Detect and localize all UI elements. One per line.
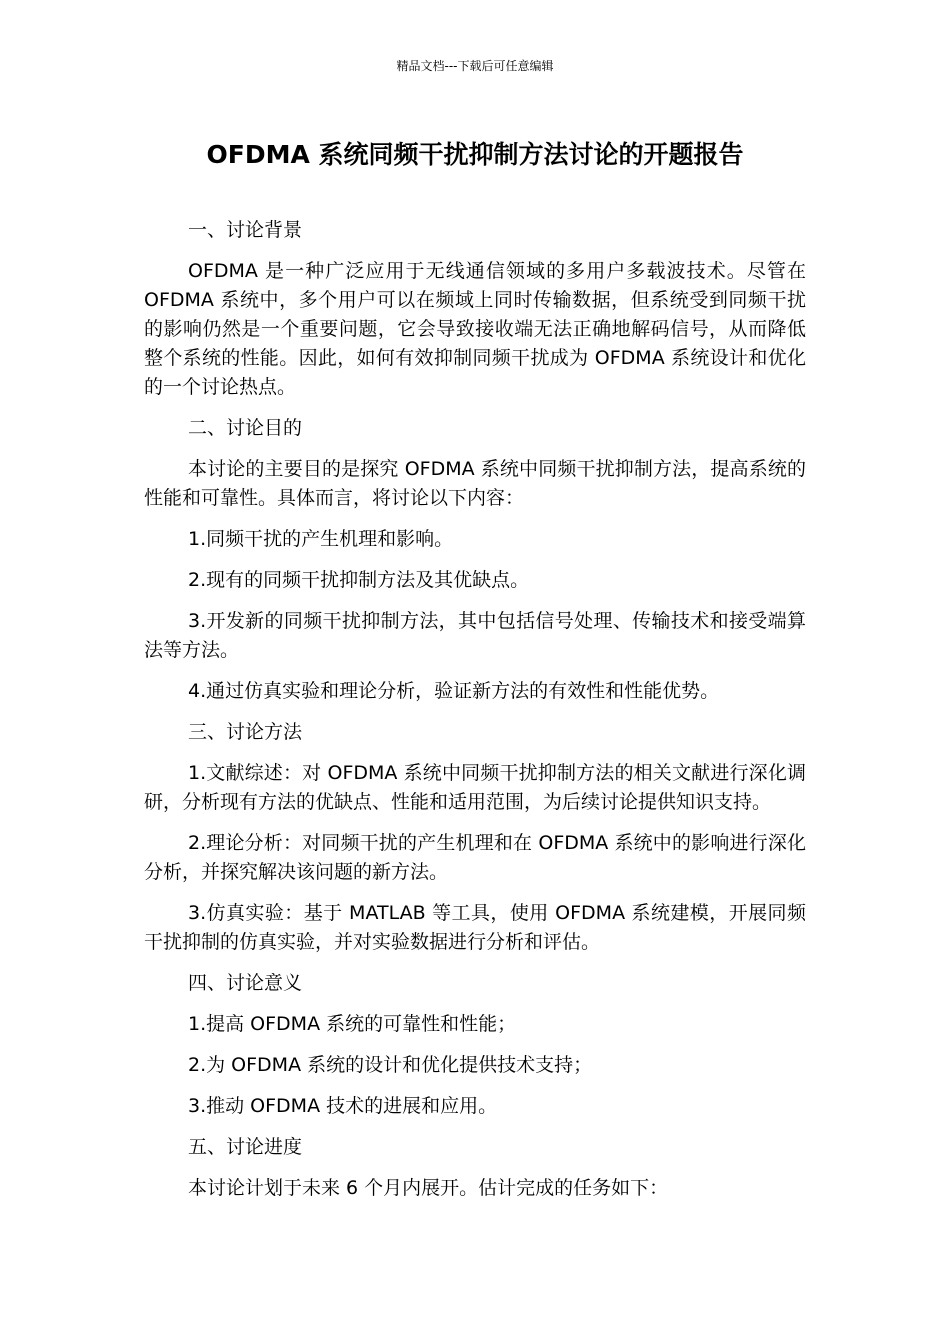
document-title: OFDMA 系统同频干扰抑制方法讨论的开题报告 [206,140,744,169]
purpose-item-3: 3.开发新的同频干扰抑制方法，其中包括信号处理、传输技术和接受端算法等方法。 [144,610,806,661]
purpose-item-4: 4.通过仿真实验和理论分析，验证新方法的有效性和性能优势。 [188,680,720,702]
section-heading-schedule: 五、讨论进度 [188,1136,303,1158]
paragraph-schedule: 本讨论计划于未来 6 个月内展开。估计完成的任务如下： [188,1177,669,1199]
significance-item-1: 1.提高 OFDMA 系统的可靠性和性能； [188,1013,517,1035]
section-heading-background: 一、讨论背景 [188,219,303,241]
significance-item-3: 3.推动 OFDMA 技术的进展和应用。 [188,1095,498,1117]
section-heading-methods: 三、讨论方法 [188,721,303,743]
purpose-item-2: 2.现有的同频干扰抑制方法及其优缺点。 [188,569,530,591]
paragraph-background: OFDMA 是一种广泛应用于无线通信领域的多用户多载波技术。尽管在 OFDMA 系统中，多个用户可以在频域上同时传输数据，但系统受到同频干扰的影响仍然是一个重要问题，它会导致接收端无法正确地解码信号，从而降低整个系统的性能。因此，如何有效抑制同频干扰成为 OFDMA 系统设计和优化的一个讨论热点。 [144,260,806,398]
section-heading-significance: 四、讨论意义 [188,972,303,994]
method-item-3: 3.仿真实验：基于 MATLAB 等工具，使用 OFDMA 系统建模，开展同频干扰抑制的仿真实验，并对实验数据进行分析和评估。 [144,902,806,953]
document-body [144,216,806,1215]
section-heading-purpose: 二、讨论目的 [188,417,303,439]
method-item-1: 1.文献综述：对 OFDMA 系统中同频干扰抑制方法的相关文献进行深化调研，分析现有方法的优缺点、性能和适用范围，为后续讨论提供知识支持。 [144,762,806,813]
purpose-item-1: 1.同频干扰的产生机理和影响。 [188,528,454,550]
header-note: 精品文档---下载后可任意编辑 [396,59,554,73]
method-item-2: 2.理论分析：对同频干扰的产生机理和在 OFDMA 系统中的影响进行深化分析，并探究解决该问题的新方法。 [144,832,806,883]
significance-item-2: 2.为 OFDMA 系统的设计和优化提供技术支持； [188,1054,593,1076]
paragraph-purpose: 本讨论的主要目的是探究 OFDMA 系统中同频干扰抑制方法，提高系统的性能和可靠性。具体而言，将讨论以下内容： [144,458,806,509]
